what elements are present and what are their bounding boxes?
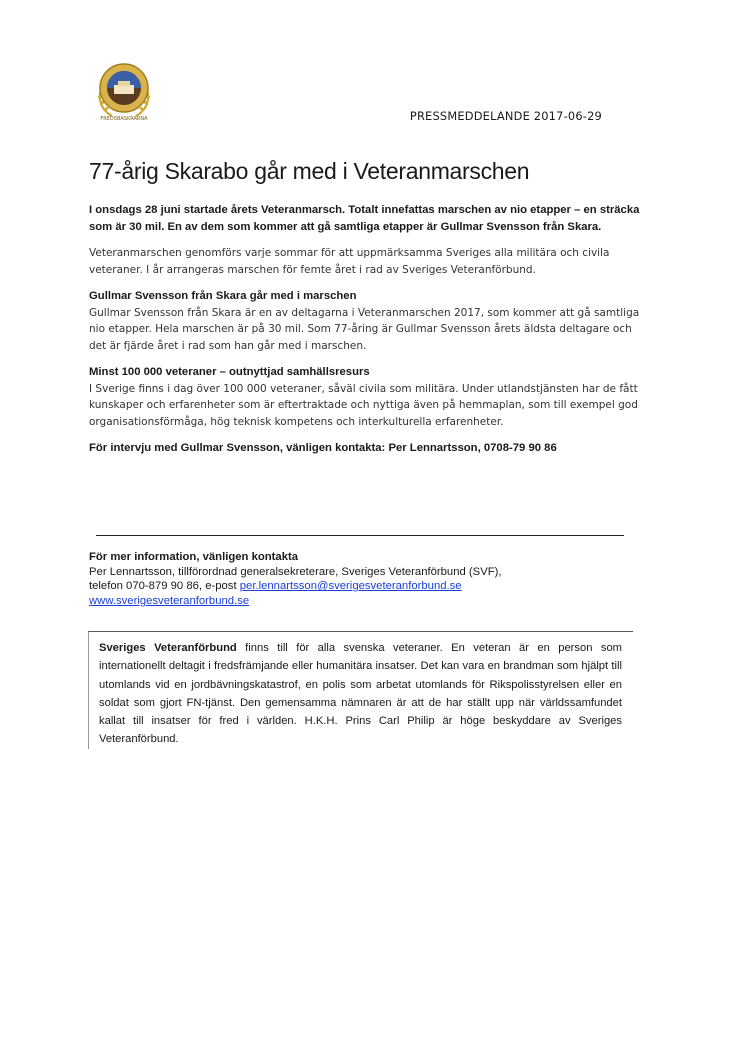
- section2-paragraph: I Sverige finns i dag över 100 000 veteraner, såväl civila som militära. Under utlandstjänsten har de fått kunskaper och erfarenheter som är eftertraktade och nyttiga även på hemmaplan, som till exempel god organisationsförmåga, hög teknisk kompetens och interkulturella erfarenheter.: [89, 382, 638, 428]
- organization-logo: [92, 58, 156, 126]
- about-org-name: Sveriges Veteranförbund: [99, 642, 237, 654]
- contact-person: Per Lennartsson, tillförordnad generalsekreterare, Sveriges Veteranförbund (SVF),: [89, 565, 502, 578]
- about-description: finns till för alla svenska veteraner. En veteran är en person som internationellt deltagit i fredsfrämjande eller humanitära insatser. Det kan vara en brandman som hjälpt till utomlands vid en jordbävningskatastrof, en polis som arbetat utomlands för Rikspolisstyrelsen eller en soldat som gjort FN-tjänst. Den gemensamma nämnaren är att de har ställt upp när världssamfundet kallat till insatser för fred i världen. H.K.H. Prins Carl Philip är höge beskyddare av Sveriges Veteranförbund.: [99, 642, 622, 746]
- divider: [96, 535, 624, 536]
- page-title: 77-årig Skarabo går med i Veteranmarschen: [89, 158, 530, 184]
- contact-heading: För mer information, vänligen kontakta: [89, 551, 299, 563]
- section1-paragraph: Gullmar Svensson från Skara är en av deltagarna i Veteranmarschen 2017, som kommer att gå samtliga nio etapper. Hela marschen är på 30 mil. Som 77-åring är Gullmar Svensson årets äldsta deltagare och det är fjärde året i rad som han går med i marschen.: [89, 306, 640, 352]
- website-link[interactable]: www.sverigesveteranforbund.se: [89, 594, 250, 607]
- lead-paragraph: I onsdags 28 juni startade årets Veteranmarsch. Totalt innefattas marschen av nio etapper – en sträcka som är 30 mil. En av dem som kommer att gå samtliga etapper är Gullmar Svensson från Skara.: [89, 204, 640, 233]
- press-release-date: PRESSMEDDELANDE 2017-06-29: [409, 109, 602, 123]
- intro-paragraph: Veteranmarschen genomförs varje sommar för att uppmärksamma Sveriges alla militära och civila veteraner. I år arrangeras marschen för femte året i rad av Sveriges Veteranförbund.: [89, 247, 610, 276]
- interview-contact: För intervju med Gullmar Svensson, vänligen kontakta: Per Lennartsson, 0708-79 90 86: [89, 442, 557, 454]
- logo-bottom-text: FREDSBASKRARNA: [100, 116, 148, 122]
- about-box: [88, 631, 633, 749]
- article-body: [89, 202, 645, 457]
- contact-phone: telefon 070-879 90 86, e-post: [89, 580, 240, 593]
- logo-emblem-icon: [92, 58, 156, 126]
- contact-phone-email: [89, 579, 649, 594]
- about-text: [99, 639, 622, 749]
- section2-heading: Minst 100 000 veteraner – outnyttjad samhällsresurs: [89, 366, 370, 378]
- email-link[interactable]: per.lennartsson@sverigesveteranforbund.se: [239, 580, 462, 593]
- section1-heading: Gullmar Svensson från Skara går med i marschen: [89, 290, 357, 302]
- contact-info: [89, 550, 649, 608]
